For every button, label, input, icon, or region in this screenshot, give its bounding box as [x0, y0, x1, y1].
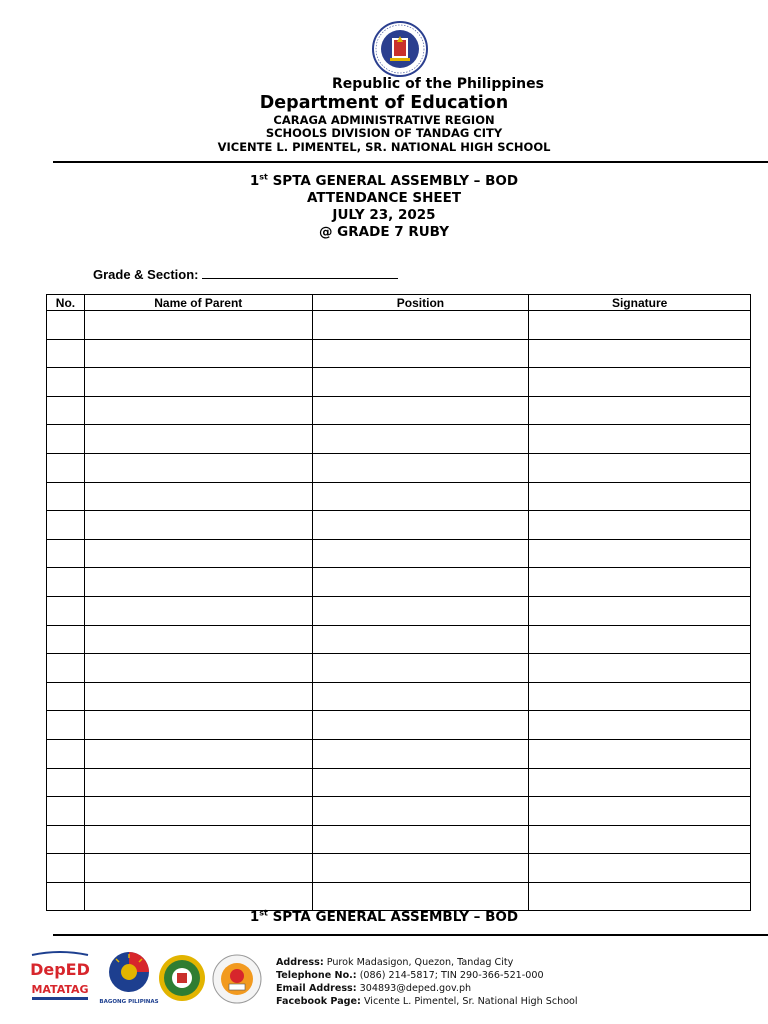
cell-name[interactable] — [84, 882, 312, 911]
table-row — [47, 425, 751, 454]
deped-seal-icon — [366, 20, 434, 78]
table-row — [47, 568, 751, 597]
cell-position[interactable] — [312, 368, 529, 397]
grade-section-field — [93, 267, 398, 282]
cell-no[interactable] — [47, 339, 85, 368]
cell-position[interactable] — [312, 311, 529, 340]
cell-no[interactable] — [47, 453, 85, 482]
svg-text:MATATAG: MATATAG — [31, 983, 89, 996]
cell-position[interactable] — [312, 396, 529, 425]
table-row — [47, 825, 751, 854]
cell-name[interactable] — [84, 825, 312, 854]
cell-position[interactable] — [312, 482, 529, 511]
cell-no[interactable] — [47, 739, 85, 768]
cell-no[interactable] — [47, 654, 85, 683]
grade-section-blank[interactable] — [202, 267, 398, 279]
cell-no[interactable] — [47, 396, 85, 425]
cell-position[interactable] — [312, 739, 529, 768]
column-header-name: Name of Parent — [84, 295, 312, 311]
cell-signature[interactable] — [529, 339, 751, 368]
table-row — [47, 768, 751, 797]
cell-position[interactable] — [312, 797, 529, 826]
cell-signature[interactable] — [529, 882, 751, 911]
cell-no[interactable] — [47, 825, 85, 854]
svg-text:BAGONG PILIPINAS: BAGONG PILIPINAS — [99, 999, 159, 1005]
cell-signature[interactable] — [529, 739, 751, 768]
division-heading: SCHOOLS DIVISION OF TANDAG CITY — [265, 126, 503, 140]
cell-no[interactable] — [47, 311, 85, 340]
cell-no[interactable] — [47, 711, 85, 740]
republic-heading: Republic of the Philippines — [332, 76, 544, 92]
header-divider — [53, 161, 768, 163]
cell-no[interactable] — [47, 682, 85, 711]
footer-divider — [53, 934, 768, 936]
cell-name[interactable] — [84, 425, 312, 454]
cell-name[interactable] — [84, 396, 312, 425]
attendance-table — [46, 294, 751, 911]
cell-position[interactable] — [312, 682, 529, 711]
cell-signature[interactable] — [529, 797, 751, 826]
table-row — [47, 511, 751, 540]
table-row — [47, 596, 751, 625]
school-seal-icon — [212, 954, 262, 1004]
cell-name[interactable] — [84, 797, 312, 826]
footer-facebook: Facebook Page: Vicente L. Pimentel, Sr. National High School — [276, 996, 578, 1007]
cell-signature[interactable] — [529, 768, 751, 797]
cell-signature[interactable] — [529, 368, 751, 397]
cell-no[interactable] — [47, 425, 85, 454]
table-row — [47, 882, 751, 911]
cell-signature[interactable] — [529, 511, 751, 540]
cell-no[interactable] — [47, 568, 85, 597]
cell-name[interactable] — [84, 511, 312, 540]
cell-name[interactable] — [84, 539, 312, 568]
cell-no[interactable] — [47, 882, 85, 911]
table-row — [47, 396, 751, 425]
date-title: JULY 23, 2025 — [332, 207, 436, 223]
cell-no[interactable] — [47, 768, 85, 797]
footer-telephone: Telephone No.: (086) 214-5817; TIN 290-366-521-000 — [276, 970, 544, 981]
venue-title: @ GRADE 7 RUBY — [318, 224, 450, 240]
cell-name[interactable] — [84, 711, 312, 740]
cell-no[interactable] — [47, 625, 85, 654]
cell-name[interactable] — [84, 453, 312, 482]
column-header-signature: Signature — [529, 295, 751, 311]
cell-signature[interactable] — [529, 568, 751, 597]
assembly-title: 1st SPTA GENERAL ASSEMBLY – BOD — [249, 172, 519, 189]
cell-no[interactable] — [47, 482, 85, 511]
cell-position[interactable] — [312, 882, 529, 911]
cell-position[interactable] — [312, 425, 529, 454]
cell-signature[interactable] — [529, 625, 751, 654]
sheet-title: ATTENDANCE SHEET — [306, 190, 462, 206]
cell-signature[interactable] — [529, 825, 751, 854]
grade-section-label: Grade & Section: — [93, 267, 199, 282]
cell-name[interactable] — [84, 625, 312, 654]
table-row — [47, 654, 751, 683]
table-row — [47, 625, 751, 654]
cell-position[interactable] — [312, 339, 529, 368]
cell-position[interactable] — [312, 654, 529, 683]
cell-name[interactable] — [84, 682, 312, 711]
table-row — [47, 339, 751, 368]
cell-name[interactable] — [84, 654, 312, 683]
table-row — [47, 797, 751, 826]
cell-no[interactable] — [47, 854, 85, 883]
column-header-no: No. — [47, 295, 85, 311]
cell-no[interactable] — [47, 511, 85, 540]
cell-name[interactable] — [84, 339, 312, 368]
cell-signature[interactable] — [529, 711, 751, 740]
table-row — [47, 368, 751, 397]
table-row — [47, 682, 751, 711]
department-heading: Department of Education — [259, 93, 509, 113]
attendance-body — [47, 311, 751, 911]
cell-position[interactable] — [312, 854, 529, 883]
cell-name[interactable] — [84, 768, 312, 797]
cell-name[interactable] — [84, 739, 312, 768]
cell-signature[interactable] — [529, 682, 751, 711]
table-row — [47, 739, 751, 768]
cell-signature[interactable] — [529, 311, 751, 340]
cell-position[interactable] — [312, 825, 529, 854]
cell-name[interactable] — [84, 596, 312, 625]
table-header-row — [47, 295, 751, 311]
cell-position[interactable] — [312, 711, 529, 740]
footer-address: Address: Purok Madasigon, Quezon, Tandag City — [276, 957, 514, 968]
cell-position[interactable] — [312, 568, 529, 597]
cell-signature[interactable] — [529, 482, 751, 511]
table-row — [47, 311, 751, 340]
cell-no[interactable] — [47, 797, 85, 826]
cell-name[interactable] — [84, 482, 312, 511]
table-row — [47, 539, 751, 568]
svg-text:DepED: DepED — [30, 960, 90, 979]
deped-matatag-logo — [28, 951, 92, 1007]
cell-position[interactable] — [312, 511, 529, 540]
footer-email: Email Address: 304893@deped.gov.ph — [276, 983, 472, 994]
region-heading: CARAGA ADMINISTRATIVE REGION — [273, 113, 495, 127]
cell-name[interactable] — [84, 854, 312, 883]
table-row — [47, 711, 751, 740]
cell-no[interactable] — [47, 368, 85, 397]
cell-position[interactable] — [312, 596, 529, 625]
cell-name[interactable] — [84, 568, 312, 597]
cell-name[interactable] — [84, 368, 312, 397]
cell-signature[interactable] — [529, 539, 751, 568]
cell-no[interactable] — [47, 539, 85, 568]
cell-signature[interactable] — [529, 396, 751, 425]
division-seal-icon — [158, 954, 206, 1002]
cell-no[interactable] — [47, 596, 85, 625]
cell-position[interactable] — [312, 768, 529, 797]
cell-position[interactable] — [312, 625, 529, 654]
cell-position[interactable] — [312, 453, 529, 482]
table-row — [47, 482, 751, 511]
footer-assembly-title: 1st SPTA GENERAL ASSEMBLY – BOD — [249, 908, 519, 925]
cell-signature[interactable] — [529, 596, 751, 625]
cell-position[interactable] — [312, 539, 529, 568]
table-row — [47, 854, 751, 883]
cell-signature[interactable] — [529, 425, 751, 454]
cell-signature[interactable] — [529, 654, 751, 683]
table-row — [47, 453, 751, 482]
column-header-position: Position — [312, 295, 529, 311]
cell-signature[interactable] — [529, 453, 751, 482]
cell-signature[interactable] — [529, 854, 751, 883]
cell-name[interactable] — [84, 311, 312, 340]
bagong-pilipinas-logo — [99, 948, 159, 1006]
school-heading: VICENTE L. PIMENTEL, SR. NATIONAL HIGH SCHOOL — [217, 140, 551, 154]
